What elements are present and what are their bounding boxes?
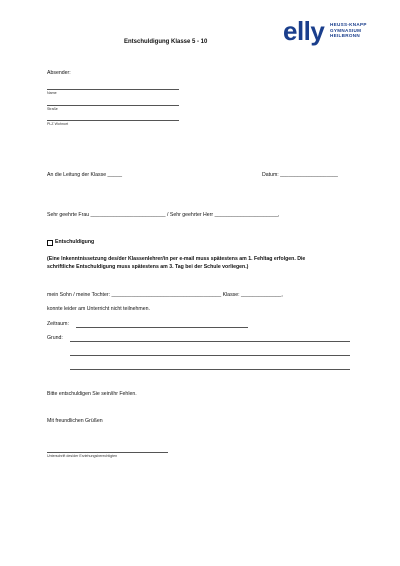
school-logo-text (330, 22, 367, 39)
logo-line-3: HEILBRONN (330, 33, 361, 39)
period-line[interactable] (76, 327, 248, 328)
child-class-line[interactable]: mein Sohn / meine Tochter: ______________________________________ Klasse: ______________, (47, 292, 283, 298)
sender-heading: Absender: (47, 70, 71, 76)
city-line[interactable] (47, 120, 179, 121)
period-label: Zeitraum: (47, 321, 69, 327)
absence-statement: konnte leider am Unterricht nicht teilnehmen. (47, 306, 150, 312)
reason-line-3[interactable] (70, 369, 350, 370)
checkbox-icon[interactable] (47, 240, 53, 246)
closing-request: Bitte entschuldigen Sie sein/ihr Fehlen. (47, 391, 137, 397)
city-label: PLZ Wohnort (47, 122, 69, 126)
reason-label: Grund: (47, 335, 63, 341)
signature-label: Unterschrift des/der Erziehungsberechtigten (47, 454, 118, 458)
street-line[interactable] (47, 105, 179, 106)
notice-line-1: (Eine Inkenntnissetzung des/der Klassenlehrer/in per e-mail muss spätestens am 1. Fehltag erfolgen. Die (47, 256, 306, 262)
notice-line-2: schriftliche Entschuldigung muss spätestens am 3. Tag bei der Schule vorliegen.) (47, 264, 249, 270)
reason-line-2[interactable] (70, 355, 350, 356)
name-label: Name (47, 91, 57, 95)
street-label: Straße (47, 107, 58, 111)
signature-line[interactable] (47, 452, 168, 453)
name-line[interactable] (47, 89, 179, 90)
school-logo-word: elly (283, 16, 325, 46)
date-field[interactable]: Datum: ____________________ (262, 172, 338, 178)
section-heading: Entschuldigung (55, 239, 95, 245)
form-title: Entschuldigung Klasse 5 - 10 (124, 39, 208, 45)
salutation-line[interactable]: Sehr geehrte Frau __________________________ / Sehr geehrter Herr ______________________, (47, 212, 280, 218)
reason-line-1[interactable] (70, 341, 350, 342)
class-leader-line[interactable]: An die Leitung der Klasse _____ (47, 172, 122, 178)
logo-line-2: GYMNASIUM (330, 27, 362, 33)
logo-line-1: HEUSS-KNAPP (330, 22, 367, 27)
closing-greeting: Mit freundlichen Grüßen (47, 418, 103, 424)
